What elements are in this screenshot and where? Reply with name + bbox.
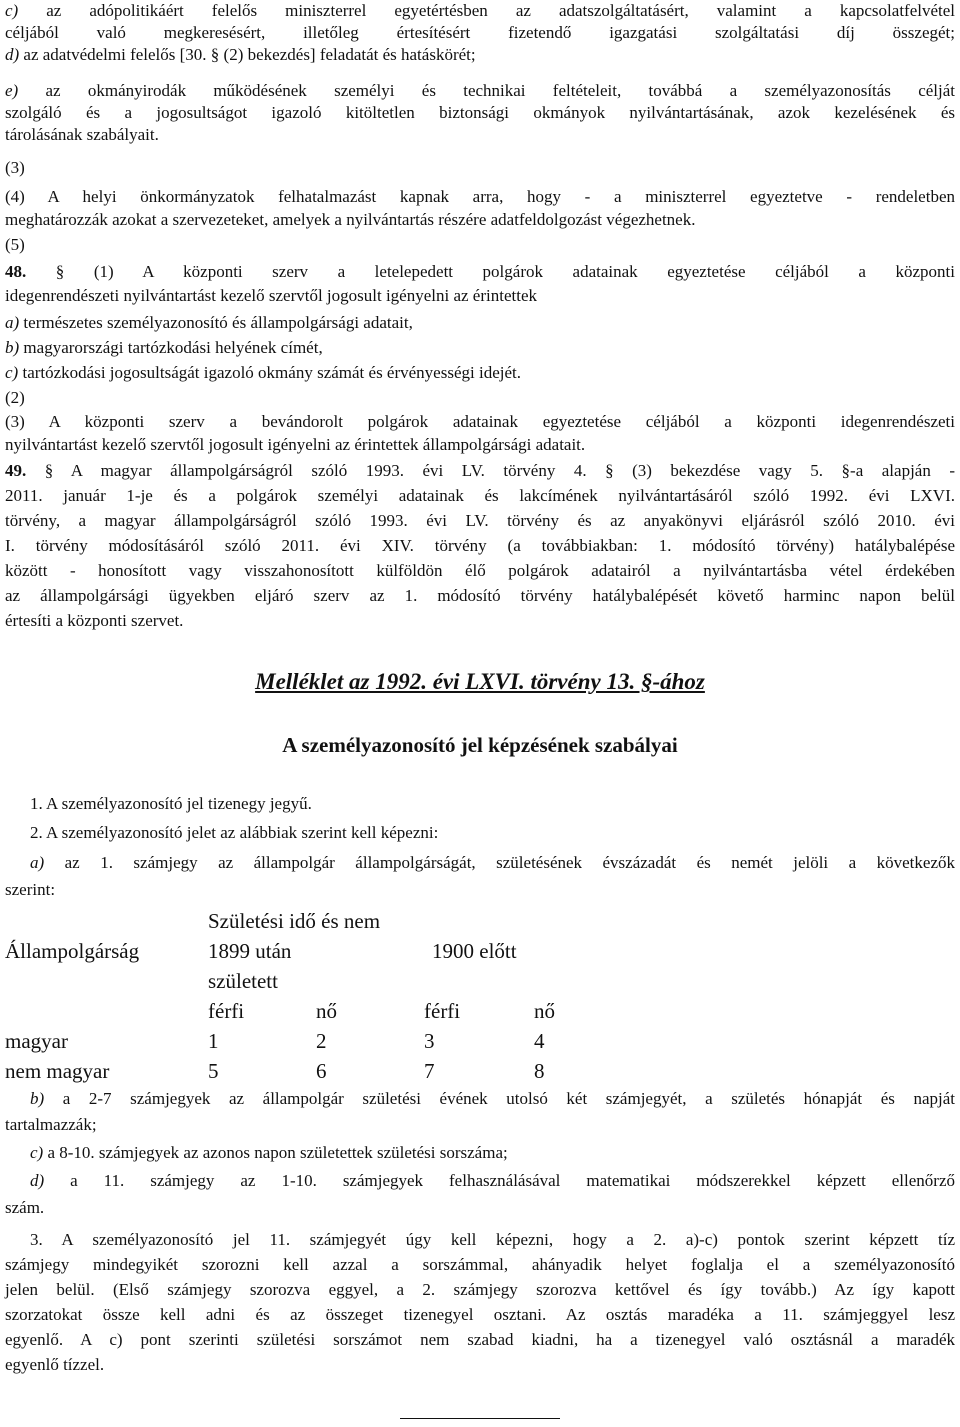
section-48-p2: (2) [5,388,25,407]
table-head-top: Születési idő és nem [208,909,381,933]
list-label: a) [5,313,20,332]
table-cell: 3 [424,1029,435,1053]
rule-2b-line2: tartalmazzák; [5,1115,97,1134]
section-49-line5: között - honosított vagy visszahonosított külföldön élő polgárok adatairól a nyilvántartásba vétel érdekében [5,561,955,580]
section-48-p3-line1: (3) A központi szerv a bevándorolt polgárok adatainak egyeztetése céljából a központi idegenrendészeti [5,412,955,431]
para-4-line2: meghatározzák azokat a szervezeteket, amelyek a nyilvántartás részére adatfeldolgozást végezhetnek. [5,210,696,229]
section-48-a [5,312,955,334]
list-label: b) [5,338,20,357]
list-label: e) [5,81,19,100]
section-49-line6: az állampolgársági ügyekben eljáró szerv az 1. módosító törvény hatálybalépését követő harminc napon belül [5,586,955,605]
table-sex-header: férfi [424,999,461,1023]
para-d [5,44,955,66]
rule-2c [30,1142,955,1164]
rule-3-line5: egyenlő. A c) pont szerinti születési sorszámot nem szabad kiadni, ha a tizenegyel való osztásnál a maradék [5,1330,955,1349]
rule-2b-line1 [30,1088,955,1110]
section-48-p3-line2: nyilvántartást kezelő szervtől jogosult igényelni az érintettek állampolgársági adatait. [5,435,586,454]
para-5: (5) [5,235,25,254]
section-number: 49. [5,461,27,480]
text: a 2-7 számjegyek az állampolgár születési évének utolsó két számjegyét, a születés hónapját és napját [62,1089,956,1108]
text: az 1. számjegy az állampolgár állampolgárságát, születésének évszázadát és nemét jelöli a következők [64,853,955,872]
text: § A magyar állampolgárságról szóló 1993. évi LV. törvény 4. § (3) bekezdése vagy 5. §-a alapján - [44,461,955,480]
rule-3-line2: számjegy mindegyikét szorozni kell azzal a sorszámmal, ahányadik helyet foglalja el a személyazonosító [5,1255,955,1274]
table-sex-header: nő [534,999,555,1023]
list-label: d) [5,45,20,64]
section-48-b [5,337,955,359]
para-c-line2: céljából való megkeresésért, illetőleg értesítésért fizetendő igazgatási szolgáltatási díj összegét; [5,23,955,42]
table-cell: 8 [534,1059,545,1083]
text: a 8-10. számjegyek az azonos napon születettek születési sorszáma; [47,1143,508,1162]
table-cell: 7 [424,1059,435,1083]
table-row-label: magyar [5,1029,68,1053]
rule-3-line1: 3. A személyazonosító jel 11. számjegyét úgy kell képezni, hogy a 2. a)-c) pontok szerint képzett tíz [30,1230,955,1249]
table-cell: 4 [534,1029,545,1053]
section-48-line1 [5,261,955,283]
text: a 11. számjegy az 1-10. számjegyek felhasználásával matematikai módszerekkel képzett ellenőrző [70,1171,955,1190]
text: magyarországi tartózkodási helyének címét, [23,338,323,357]
list-label: c) [5,363,19,382]
rule-2d-line1 [30,1170,955,1192]
table-cell: 5 [208,1059,219,1083]
text: § (1) A központi szerv a letelepedett polgárok adatainak egyeztetése céljából a központi [55,262,955,281]
table-col-group-1: 1899 után [208,939,292,963]
rule-2d-line2: szám. [5,1198,45,1217]
rule-2a-line1 [30,852,955,874]
text: az adópolitikáért felelős miniszterrel egyetértésben az adatszolgáltatásért, valamint a kapcsolatfelvétel [46,1,956,20]
rule-3-line6: egyenlő tízzel. [5,1355,105,1374]
table-row-label: nem magyar [5,1059,110,1083]
table-cell: 6 [316,1059,327,1083]
section-49-line3: törvény, a magyar állampolgárságról szóló 1993. évi LV. törvény és az anyakönyvi eljárásról szóló 2010. évi [5,511,955,530]
section-48-line2: idegenrendészeti nyilvántartást kezelő szervtől jogosult igényelni az érintettek [5,286,537,305]
list-label: d) [30,1171,45,1190]
text: tartózkodási jogosultságát igazoló okmány számát és érvényességi idejét. [22,363,521,382]
rule-2a-line2: szerint: [5,880,56,899]
text: az adatvédelmi felelős [30. § (2) bekezdés] feladatát és hatáskörét; [23,45,476,64]
table-cell: 2 [316,1029,327,1053]
table-col-group-2: 1900 előtt [432,939,517,963]
para-4-line1: (4) A helyi önkormányzatok felhatalmazást kapnak arra, hogy - a miniszterrel egyeztetve - rendeletben [5,187,955,206]
annex-subtitle: A személyazonosító jel képzésének szabályai [282,733,678,757]
footer-divider [400,1418,560,1419]
table-sex-header: nő [316,999,337,1023]
table-sex-header: férfi [208,999,245,1023]
rule-3-line3: jelen belül. (Első számjegy szorozva eggyel, a 2. számjegy szorozva kettővel és így tovább.) Az így kapott [5,1280,955,1299]
text: az okmányirodák működésének személyi és technikai feltételeit, továbbá a személyazonosítás célját [45,81,956,100]
para-3: (3) [5,158,25,177]
list-label: b) [30,1089,45,1108]
list-label: a) [30,853,45,872]
section-49-line4: I. törvény módosításáról szóló 2011. évi XIV. törvény (a továbbiakban: 1. módosító törvény) hatálybalépése [5,536,955,555]
list-label: c) [30,1143,44,1162]
section-48-c [5,362,955,384]
rule-3-line4: szorzatokat össze kell adni és az összeget tizenegyel osztani. Az osztás maradéka a 11. számjeggyel lesz [5,1305,955,1324]
text: természetes személyazonosító és állampolgársági adatait, [23,313,413,332]
table-head-born: született [208,969,278,993]
para-e-line2: szolgáló és a jogosultságot igazoló kitöltetlen biztonsági okmányok nyilvántartásának, azok kezelésének és [5,103,955,122]
section-49-line2: 2011. január 1-je és a polgárok személyi adatainak és lakcímének nyilvántartásáról szóló 1992. évi LXVI. [5,486,955,505]
para-e-line3: tárolásának szabályait. [5,125,159,144]
rule-1: 1. A személyazonosító jel tizenegy jegyű. [30,794,312,813]
table-row-label-head: Állampolgárság [5,939,140,963]
section-49-line1 [5,460,955,482]
rule-2: 2. A személyazonosító jelet az alábbiak szerint kell képezni: [30,823,439,842]
table-cell: 1 [208,1029,219,1053]
list-label: c) [5,1,19,20]
para-e-line1 [5,80,955,102]
section-49-line7: értesíti a központi szervet. [5,611,184,630]
section-number: 48. [5,262,27,281]
para-c-line1 [5,0,955,22]
annex-title: Melléklet az 1992. évi LXVI. törvény 13. §-ához [255,669,705,694]
